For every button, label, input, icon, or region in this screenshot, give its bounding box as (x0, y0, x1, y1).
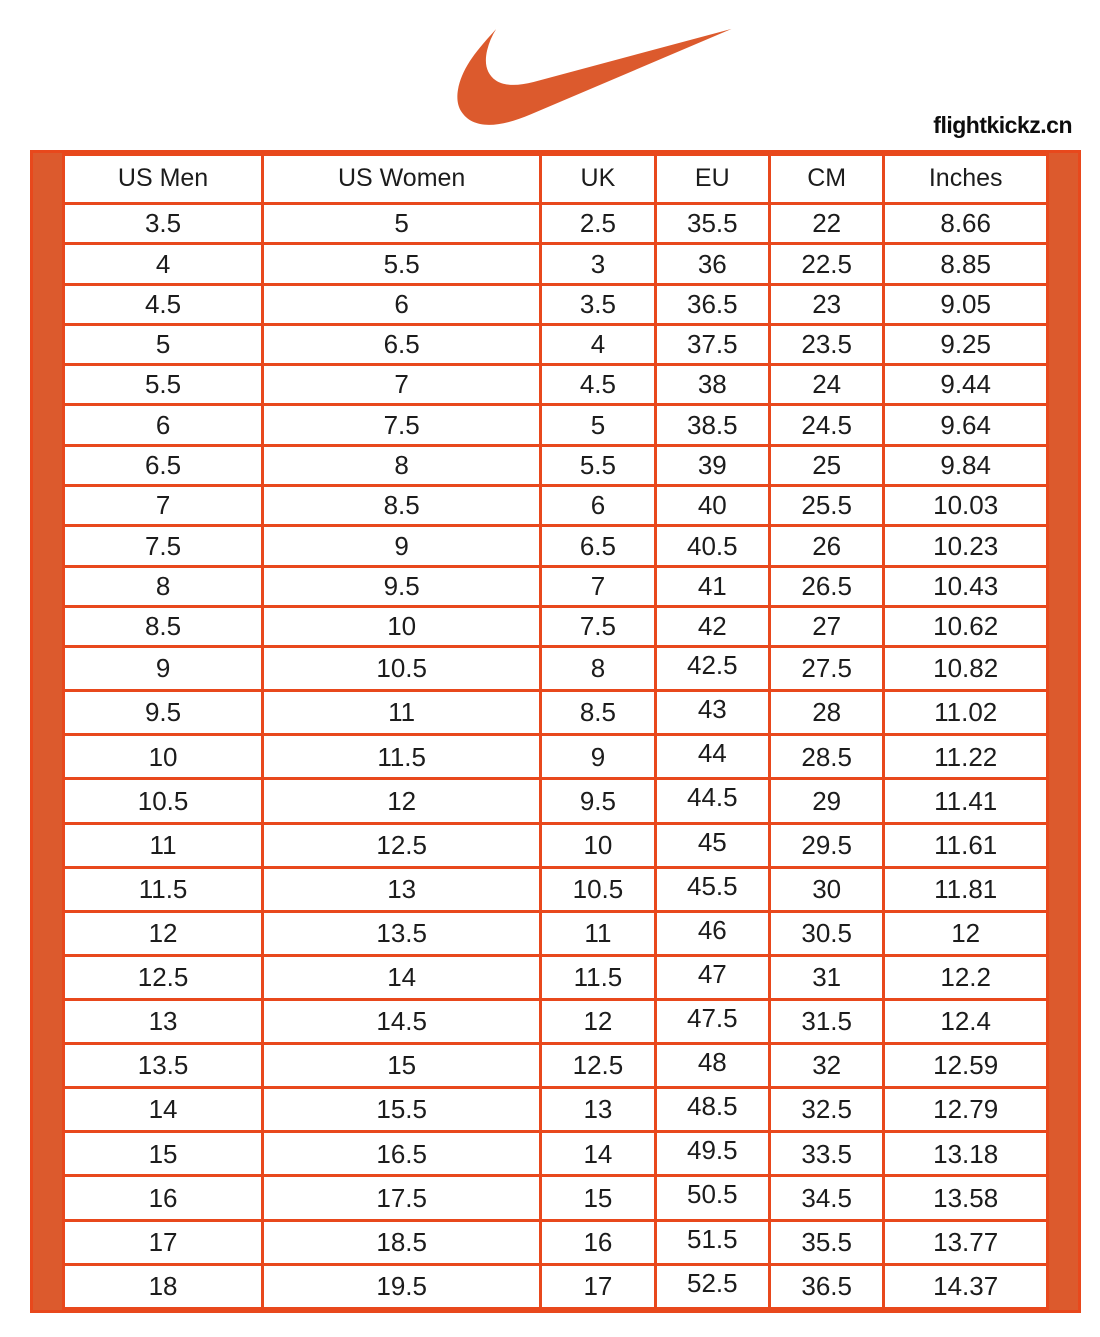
cell-uk: 17 (541, 1264, 655, 1308)
cell-inches: 12.59 (884, 1044, 1048, 1088)
cell-us-men: 11 (64, 823, 263, 867)
cell-uk: 11 (541, 911, 655, 955)
cell-us-men: 11.5 (64, 867, 263, 911)
cell-us-men: 17 (64, 1220, 263, 1264)
size-row (64, 244, 1048, 284)
cell-us-women: 9.5 (263, 566, 541, 606)
cell-uk: 11.5 (541, 955, 655, 999)
cell-cm: 25 (769, 445, 883, 485)
cell-us-men: 8.5 (64, 606, 263, 646)
size-conversion-table (30, 150, 1081, 1313)
cell-inches: 11.02 (884, 691, 1048, 735)
column-header-inches: Inches (884, 155, 1048, 204)
cell-us-men: 6.5 (64, 445, 263, 485)
cell-eu: 51.5 (655, 1220, 769, 1264)
cell-us-men: 18 (64, 1264, 263, 1308)
cell-inches: 11.61 (884, 823, 1048, 867)
cell-inches: 11.41 (884, 779, 1048, 823)
cell-eu: 36.5 (655, 284, 769, 324)
cell-cm: 27.5 (769, 647, 883, 691)
cell-cm: 23 (769, 284, 883, 324)
cell-cm: 25.5 (769, 485, 883, 525)
size-row (64, 324, 1048, 364)
size-row (64, 526, 1048, 566)
cell-eu: 43 (655, 691, 769, 735)
column-header-uk: UK (541, 155, 655, 204)
cell-uk: 12 (541, 999, 655, 1043)
cell-inches: 14.37 (884, 1264, 1048, 1308)
size-row (64, 1220, 1048, 1264)
cell-eu: 45.5 (655, 867, 769, 911)
cell-us-women: 6 (263, 284, 541, 324)
cell-us-men: 9.5 (64, 691, 263, 735)
size-row (64, 867, 1048, 911)
cell-eu: 52.5 (655, 1264, 769, 1308)
cell-cm: 31 (769, 955, 883, 999)
size-row (64, 284, 1048, 324)
cell-uk: 7 (541, 566, 655, 606)
cell-eu: 36 (655, 244, 769, 284)
cell-inches: 9.84 (884, 445, 1048, 485)
size-row (64, 647, 1048, 691)
cell-inches: 10.03 (884, 485, 1048, 525)
cell-us-women: 8 (263, 445, 541, 485)
column-header-cm: CM (769, 155, 883, 204)
left-accent-bar (33, 153, 62, 1310)
cell-inches: 8.85 (884, 244, 1048, 284)
cell-us-men: 9 (64, 647, 263, 691)
cell-uk: 7.5 (541, 606, 655, 646)
cell-us-women: 13 (263, 867, 541, 911)
site-name-text: flightkickz.cn (933, 112, 1072, 138)
cell-inches: 13.18 (884, 1132, 1048, 1176)
cell-us-women: 15.5 (263, 1088, 541, 1132)
cell-us-women: 14 (263, 955, 541, 999)
cell-cm: 22 (769, 204, 883, 244)
cell-inches: 9.44 (884, 365, 1048, 405)
cell-inches: 11.81 (884, 867, 1048, 911)
cell-eu: 50.5 (655, 1176, 769, 1220)
table-head (64, 155, 1048, 204)
cell-inches: 11.22 (884, 735, 1048, 779)
cell-uk: 8.5 (541, 691, 655, 735)
size-row (64, 779, 1048, 823)
cell-us-men: 4.5 (64, 284, 263, 324)
size-row (64, 955, 1048, 999)
cell-us-women: 5.5 (263, 244, 541, 284)
cell-inches: 10.62 (884, 606, 1048, 646)
size-row (64, 405, 1048, 445)
cell-us-women: 10 (263, 606, 541, 646)
cell-inches: 10.43 (884, 566, 1048, 606)
cell-us-women: 14.5 (263, 999, 541, 1043)
cell-us-women: 5 (263, 204, 541, 244)
cell-eu: 44 (655, 735, 769, 779)
cell-inches: 13.77 (884, 1220, 1048, 1264)
size-row (64, 1132, 1048, 1176)
cell-cm: 32 (769, 1044, 883, 1088)
cell-cm: 27 (769, 606, 883, 646)
cell-cm: 26 (769, 526, 883, 566)
cell-us-men: 10.5 (64, 779, 263, 823)
cell-cm: 24.5 (769, 405, 883, 445)
cell-uk: 16 (541, 1220, 655, 1264)
cell-uk: 15 (541, 1176, 655, 1220)
cell-us-women: 13.5 (263, 911, 541, 955)
cell-cm: 22.5 (769, 244, 883, 284)
cell-eu: 47 (655, 955, 769, 999)
cell-eu: 37.5 (655, 324, 769, 364)
cell-cm: 32.5 (769, 1088, 883, 1132)
cell-eu: 46 (655, 911, 769, 955)
cell-us-men: 13.5 (64, 1044, 263, 1088)
cell-cm: 29.5 (769, 823, 883, 867)
cell-uk: 3 (541, 244, 655, 284)
size-row (64, 204, 1048, 244)
cell-cm: 35.5 (769, 1220, 883, 1264)
cell-uk: 6 (541, 485, 655, 525)
cell-eu: 42 (655, 606, 769, 646)
table-body (64, 204, 1048, 1309)
size-row (64, 485, 1048, 525)
cell-eu: 40 (655, 485, 769, 525)
cell-cm: 33.5 (769, 1132, 883, 1176)
cell-cm: 28 (769, 691, 883, 735)
cell-us-women: 18.5 (263, 1220, 541, 1264)
size-row (64, 365, 1048, 405)
cell-us-women: 19.5 (263, 1264, 541, 1308)
cell-inches: 9.05 (884, 284, 1048, 324)
cell-us-women: 9 (263, 526, 541, 566)
size-row (64, 606, 1048, 646)
cell-cm: 31.5 (769, 999, 883, 1043)
cell-us-women: 16.5 (263, 1132, 541, 1176)
cell-inches: 8.66 (884, 204, 1048, 244)
cell-eu: 38.5 (655, 405, 769, 445)
size-row (64, 445, 1048, 485)
nike-swoosh-logo (452, 26, 737, 126)
cell-us-men: 14 (64, 1088, 263, 1132)
cell-us-women: 7.5 (263, 405, 541, 445)
cell-eu: 47.5 (655, 999, 769, 1043)
size-row (64, 1044, 1048, 1088)
size-row (64, 911, 1048, 955)
cell-us-women: 12 (263, 779, 541, 823)
cell-eu: 49.5 (655, 1132, 769, 1176)
cell-us-women: 15 (263, 1044, 541, 1088)
cell-us-women: 12.5 (263, 823, 541, 867)
cell-uk: 8 (541, 647, 655, 691)
cell-us-men: 7.5 (64, 526, 263, 566)
cell-uk: 9.5 (541, 779, 655, 823)
cell-cm: 23.5 (769, 324, 883, 364)
cell-us-women: 17.5 (263, 1176, 541, 1220)
cell-us-men: 13 (64, 999, 263, 1043)
cell-inches: 9.25 (884, 324, 1048, 364)
cell-us-men: 16 (64, 1176, 263, 1220)
cell-us-men: 12.5 (64, 955, 263, 999)
size-row (64, 1088, 1048, 1132)
size-table (62, 153, 1049, 1310)
cell-eu: 35.5 (655, 204, 769, 244)
size-row (64, 1264, 1048, 1308)
cell-us-women: 6.5 (263, 324, 541, 364)
size-row (64, 691, 1048, 735)
cell-uk: 14 (541, 1132, 655, 1176)
header-row (64, 155, 1048, 204)
cell-inches: 12 (884, 911, 1048, 955)
size-row (64, 566, 1048, 606)
cell-inches: 10.23 (884, 526, 1048, 566)
size-row (64, 735, 1048, 779)
cell-uk: 5 (541, 405, 655, 445)
cell-eu: 40.5 (655, 526, 769, 566)
cell-us-men: 4 (64, 244, 263, 284)
cell-cm: 28.5 (769, 735, 883, 779)
cell-us-men: 10 (64, 735, 263, 779)
cell-us-women: 11.5 (263, 735, 541, 779)
cell-uk: 10 (541, 823, 655, 867)
cell-us-men: 12 (64, 911, 263, 955)
cell-cm: 30.5 (769, 911, 883, 955)
cell-us-men: 8 (64, 566, 263, 606)
cell-eu: 42.5 (655, 647, 769, 691)
cell-us-men: 15 (64, 1132, 263, 1176)
cell-us-men: 3.5 (64, 204, 263, 244)
size-row (64, 999, 1048, 1043)
cell-uk: 13 (541, 1088, 655, 1132)
cell-uk: 4.5 (541, 365, 655, 405)
right-accent-bar (1049, 153, 1078, 1310)
cell-eu: 38 (655, 365, 769, 405)
cell-us-men: 7 (64, 485, 263, 525)
cell-cm: 26.5 (769, 566, 883, 606)
cell-inches: 13.58 (884, 1176, 1048, 1220)
cell-uk: 3.5 (541, 284, 655, 324)
cell-inches: 10.82 (884, 647, 1048, 691)
cell-cm: 24 (769, 365, 883, 405)
cell-uk: 2.5 (541, 204, 655, 244)
cell-eu: 48.5 (655, 1088, 769, 1132)
cell-eu: 45 (655, 823, 769, 867)
cell-cm: 30 (769, 867, 883, 911)
cell-uk: 6.5 (541, 526, 655, 566)
cell-us-women: 10.5 (263, 647, 541, 691)
cell-inches: 12.2 (884, 955, 1048, 999)
cell-eu: 44.5 (655, 779, 769, 823)
size-row (64, 823, 1048, 867)
cell-inches: 12.4 (884, 999, 1048, 1043)
cell-us-women: 11 (263, 691, 541, 735)
cell-us-women: 7 (263, 365, 541, 405)
cell-cm: 29 (769, 779, 883, 823)
cell-uk: 10.5 (541, 867, 655, 911)
cell-inches: 12.79 (884, 1088, 1048, 1132)
cell-cm: 34.5 (769, 1176, 883, 1220)
size-row (64, 1176, 1048, 1220)
cell-cm: 36.5 (769, 1264, 883, 1308)
column-header-eu: EU (655, 155, 769, 204)
cell-uk: 4 (541, 324, 655, 364)
column-header-us-women: US Women (263, 155, 541, 204)
cell-uk: 12.5 (541, 1044, 655, 1088)
cell-uk: 9 (541, 735, 655, 779)
cell-us-men: 5.5 (64, 365, 263, 405)
cell-eu: 48 (655, 1044, 769, 1088)
nike-swoosh-icon (452, 26, 737, 126)
cell-eu: 39 (655, 445, 769, 485)
cell-uk: 5.5 (541, 445, 655, 485)
cell-inches: 9.64 (884, 405, 1048, 445)
column-header-us-men: US Men (64, 155, 263, 204)
cell-us-men: 5 (64, 324, 263, 364)
cell-eu: 41 (655, 566, 769, 606)
cell-us-men: 6 (64, 405, 263, 445)
cell-us-women: 8.5 (263, 485, 541, 525)
